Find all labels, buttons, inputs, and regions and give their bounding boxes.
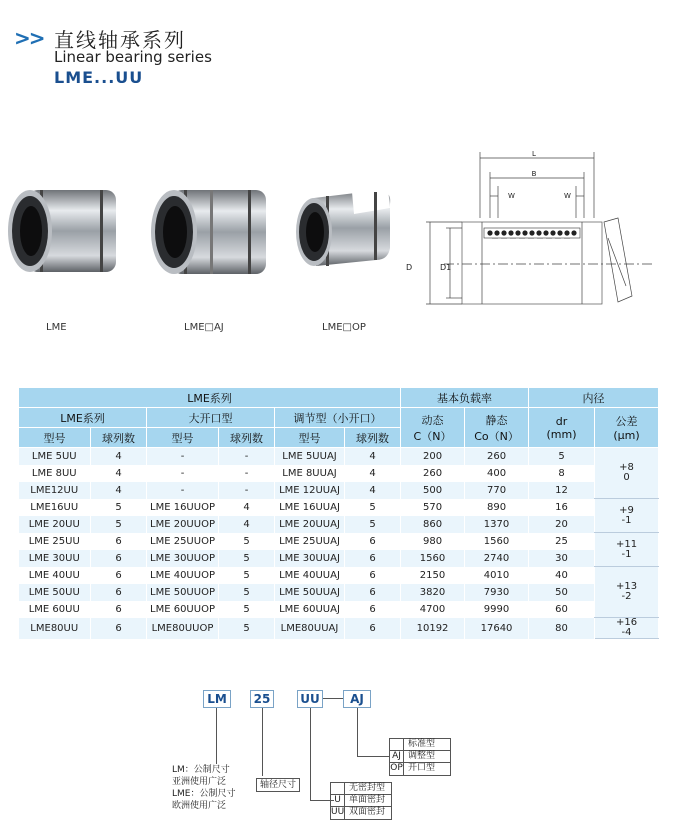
cell-op-balls: - bbox=[219, 482, 275, 499]
header-balls: 球列数 bbox=[91, 428, 147, 448]
header-dr: dr (mm) bbox=[529, 408, 595, 448]
code-uu-box: UU bbox=[297, 690, 323, 708]
dim-d-label: D bbox=[406, 263, 413, 272]
cell-aj-model: LME 50UUAJ bbox=[275, 584, 345, 601]
header-sub-open: 大开口型 bbox=[147, 408, 275, 428]
cell-op-balls: 5 bbox=[219, 584, 275, 601]
cell-lme-balls: 5 bbox=[91, 516, 147, 533]
cell-static-load: 1370 bbox=[465, 516, 529, 533]
cell-static-load: 17640 bbox=[465, 618, 529, 639]
aj-options: 标准型 AJ 调整型 OP 开口型 bbox=[389, 738, 451, 776]
cell-lme-model: LME 20UU bbox=[19, 516, 91, 533]
header-model: 型号 bbox=[147, 428, 219, 448]
cell-aj-model: LME 8UUAJ bbox=[275, 465, 345, 482]
page-title-cn: 直线轴承系列 bbox=[54, 28, 186, 52]
cell-op-balls: 5 bbox=[219, 567, 275, 584]
cell-aj-balls: 5 bbox=[345, 516, 401, 533]
cell-static-load: 4010 bbox=[465, 567, 529, 584]
cell-inner-dr: 12 bbox=[529, 482, 595, 499]
cell-dynamic-load: 4700 bbox=[401, 601, 465, 618]
cell-op-model: LME 30UUOP bbox=[147, 550, 219, 567]
cell-op-balls: 5 bbox=[219, 550, 275, 567]
header-balls: 球列数 bbox=[219, 428, 275, 448]
table-row bbox=[19, 448, 659, 465]
cell-tolerance: +16 -4 bbox=[595, 618, 659, 639]
cell-aj-balls: 6 bbox=[345, 550, 401, 567]
cell-op-balls: 5 bbox=[219, 618, 275, 639]
cell-op-model: LME 20UUOP bbox=[147, 516, 219, 533]
cell-aj-balls: 4 bbox=[345, 448, 401, 465]
dim-l-label: L bbox=[532, 150, 536, 158]
cell-static-load: 7930 bbox=[465, 584, 529, 601]
cell-inner-dr: 20 bbox=[529, 516, 595, 533]
cell-aj-model: LME 30UUAJ bbox=[275, 550, 345, 567]
table-row bbox=[19, 482, 659, 499]
bearing-lme-image bbox=[4, 184, 124, 280]
cell-op-model: LME 50UUOP bbox=[147, 584, 219, 601]
cell-inner-dr: 80 bbox=[529, 618, 595, 639]
table-row bbox=[19, 516, 659, 533]
cell-tolerance: +8 0 bbox=[595, 448, 659, 499]
cell-op-balls: 4 bbox=[219, 516, 275, 533]
cell-lme-balls: 6 bbox=[91, 567, 147, 584]
cell-aj-model: LME 12UUAJ bbox=[275, 482, 345, 499]
cell-inner-dr: 16 bbox=[529, 499, 595, 516]
cell-lme-balls: 6 bbox=[91, 601, 147, 618]
size-description: 轴径尺寸 bbox=[256, 778, 300, 792]
spec-table bbox=[18, 387, 659, 639]
table-row bbox=[19, 567, 659, 584]
cell-lme-model: LME 25UU bbox=[19, 533, 91, 550]
cell-lme-model: LME 60UU bbox=[19, 601, 91, 618]
cell-aj-balls: 6 bbox=[345, 567, 401, 584]
product-label-lme: LME bbox=[46, 322, 67, 333]
cell-inner-dr: 25 bbox=[529, 533, 595, 550]
cell-lme-balls: 6 bbox=[91, 533, 147, 550]
cell-tolerance: +11 -1 bbox=[595, 533, 659, 567]
cell-lme-balls: 6 bbox=[91, 618, 147, 639]
cell-lme-balls: 4 bbox=[91, 482, 147, 499]
cell-aj-balls: 4 bbox=[345, 482, 401, 499]
model-series: LME...UU bbox=[54, 68, 144, 87]
lm-description: LM：公制尺寸 亚洲使用广泛 LME：公制尺寸 欧洲使用广泛 bbox=[172, 765, 236, 811]
header-lme-series: LME系列 bbox=[19, 388, 401, 408]
cell-op-balls: - bbox=[219, 448, 275, 465]
table-row bbox=[19, 499, 659, 516]
cell-aj-model: LME 16UUAJ bbox=[275, 499, 345, 516]
table-row bbox=[19, 465, 659, 482]
cell-static-load: 260 bbox=[465, 448, 529, 465]
header-static: 静态 Co（N） bbox=[465, 408, 529, 448]
cell-op-model: LME 60UUOP bbox=[147, 601, 219, 618]
cell-lme-model: LME16UU bbox=[19, 499, 91, 516]
cell-tolerance: +9 -1 bbox=[595, 499, 659, 533]
cell-dynamic-load: 570 bbox=[401, 499, 465, 516]
code-aj-box: AJ bbox=[343, 690, 371, 708]
cell-inner-dr: 60 bbox=[529, 601, 595, 618]
cell-aj-balls: 6 bbox=[345, 618, 401, 639]
cell-static-load: 770 bbox=[465, 482, 529, 499]
cell-lme-model: LME 40UU bbox=[19, 567, 91, 584]
cell-aj-model: LME80UUAJ bbox=[275, 618, 345, 639]
cell-op-model: LME 16UUOP bbox=[147, 499, 219, 516]
cell-op-balls: 5 bbox=[219, 533, 275, 550]
header-arrows: >> bbox=[14, 26, 44, 50]
cell-aj-balls: 6 bbox=[345, 601, 401, 618]
header-model: 型号 bbox=[19, 428, 91, 448]
cell-lme-model: LME 8UU bbox=[19, 465, 91, 482]
cell-tolerance: +13 -2 bbox=[595, 567, 659, 618]
cell-lme-balls: 6 bbox=[91, 550, 147, 567]
page-title-en: Linear bearing series bbox=[54, 48, 212, 66]
cell-aj-balls: 6 bbox=[345, 533, 401, 550]
cell-lme-model: LME 5UU bbox=[19, 448, 91, 465]
cell-inner-dr: 8 bbox=[529, 465, 595, 482]
code-lm-box: LM bbox=[203, 690, 231, 708]
cell-lme-balls: 4 bbox=[91, 448, 147, 465]
cell-op-model: - bbox=[147, 448, 219, 465]
header-dynamic: 动态 C（N） bbox=[401, 408, 465, 448]
cell-dynamic-load: 2150 bbox=[401, 567, 465, 584]
cell-lme-model: LME12UU bbox=[19, 482, 91, 499]
cell-dynamic-load: 860 bbox=[401, 516, 465, 533]
cell-aj-model: LME 40UUAJ bbox=[275, 567, 345, 584]
cell-dynamic-load: 3820 bbox=[401, 584, 465, 601]
cell-inner-dr: 40 bbox=[529, 567, 595, 584]
cell-aj-model: LME 25UUAJ bbox=[275, 533, 345, 550]
cell-lme-model: LME80UU bbox=[19, 618, 91, 639]
cell-aj-balls: 6 bbox=[345, 584, 401, 601]
cell-aj-model: LME 60UUAJ bbox=[275, 601, 345, 618]
cell-dynamic-load: 260 bbox=[401, 465, 465, 482]
cell-dynamic-load: 500 bbox=[401, 482, 465, 499]
dim-b-label: B bbox=[531, 170, 537, 178]
cell-inner-dr: 50 bbox=[529, 584, 595, 601]
dim-d1-label: D1 bbox=[440, 263, 452, 272]
cell-static-load: 9990 bbox=[465, 601, 529, 618]
cell-static-load: 2740 bbox=[465, 550, 529, 567]
table-row bbox=[19, 618, 659, 639]
cell-op-balls: 4 bbox=[219, 499, 275, 516]
table-row bbox=[19, 550, 659, 567]
cell-dynamic-load: 1560 bbox=[401, 550, 465, 567]
cell-lme-balls: 6 bbox=[91, 584, 147, 601]
cell-aj-model: LME 20UUAJ bbox=[275, 516, 345, 533]
cell-op-model: LME80UUOP bbox=[147, 618, 219, 639]
cell-inner-dr: 5 bbox=[529, 448, 595, 465]
cell-dynamic-load: 200 bbox=[401, 448, 465, 465]
cell-dynamic-load: 980 bbox=[401, 533, 465, 550]
header-model: 型号 bbox=[275, 428, 345, 448]
cell-dynamic-load: 10192 bbox=[401, 618, 465, 639]
product-label-lme-aj: LME□AJ bbox=[184, 322, 224, 333]
header-sub-lme: LME系列 bbox=[19, 408, 147, 428]
cell-aj-balls: 5 bbox=[345, 499, 401, 516]
cell-lme-model: LME 30UU bbox=[19, 550, 91, 567]
cell-static-load: 890 bbox=[465, 499, 529, 516]
dim-w-right-label: W bbox=[564, 192, 571, 200]
cell-lme-model: LME 50UU bbox=[19, 584, 91, 601]
cell-op-model: LME 40UUOP bbox=[147, 567, 219, 584]
product-label-lme-op: LME□OP bbox=[322, 322, 366, 333]
cell-op-balls: 5 bbox=[219, 601, 275, 618]
cell-inner-dr: 30 bbox=[529, 550, 595, 567]
table-row bbox=[19, 584, 659, 601]
cell-static-load: 400 bbox=[465, 465, 529, 482]
bearing-lme-op-image bbox=[292, 184, 402, 272]
header-tolerance: 公差 (μm) bbox=[595, 408, 659, 448]
uu-options: 无密封型 U 单面密封 UU 双面密封 bbox=[330, 782, 392, 820]
cell-op-model: LME 25UUOP bbox=[147, 533, 219, 550]
cell-aj-model: LME 5UUAJ bbox=[275, 448, 345, 465]
cell-op-model: - bbox=[147, 482, 219, 499]
code-size-box: 25 bbox=[250, 690, 274, 708]
bearing-lme-aj-image bbox=[146, 186, 272, 282]
cell-lme-balls: 4 bbox=[91, 465, 147, 482]
cell-aj-balls: 4 bbox=[345, 465, 401, 482]
cell-lme-balls: 5 bbox=[91, 499, 147, 516]
header-inner-diameter: 内径 bbox=[529, 388, 659, 408]
header-load-rating: 基本负载率 bbox=[401, 388, 529, 408]
dimension-drawing bbox=[404, 146, 664, 316]
cell-op-balls: - bbox=[219, 465, 275, 482]
table-row bbox=[19, 533, 659, 550]
dim-w-left-label: W bbox=[508, 192, 515, 200]
header-balls: 球列数 bbox=[345, 428, 401, 448]
header-sub-adjust: 调节型（小开口） bbox=[275, 408, 401, 428]
table-row bbox=[19, 601, 659, 618]
cell-static-load: 1560 bbox=[465, 533, 529, 550]
cell-op-model: - bbox=[147, 465, 219, 482]
